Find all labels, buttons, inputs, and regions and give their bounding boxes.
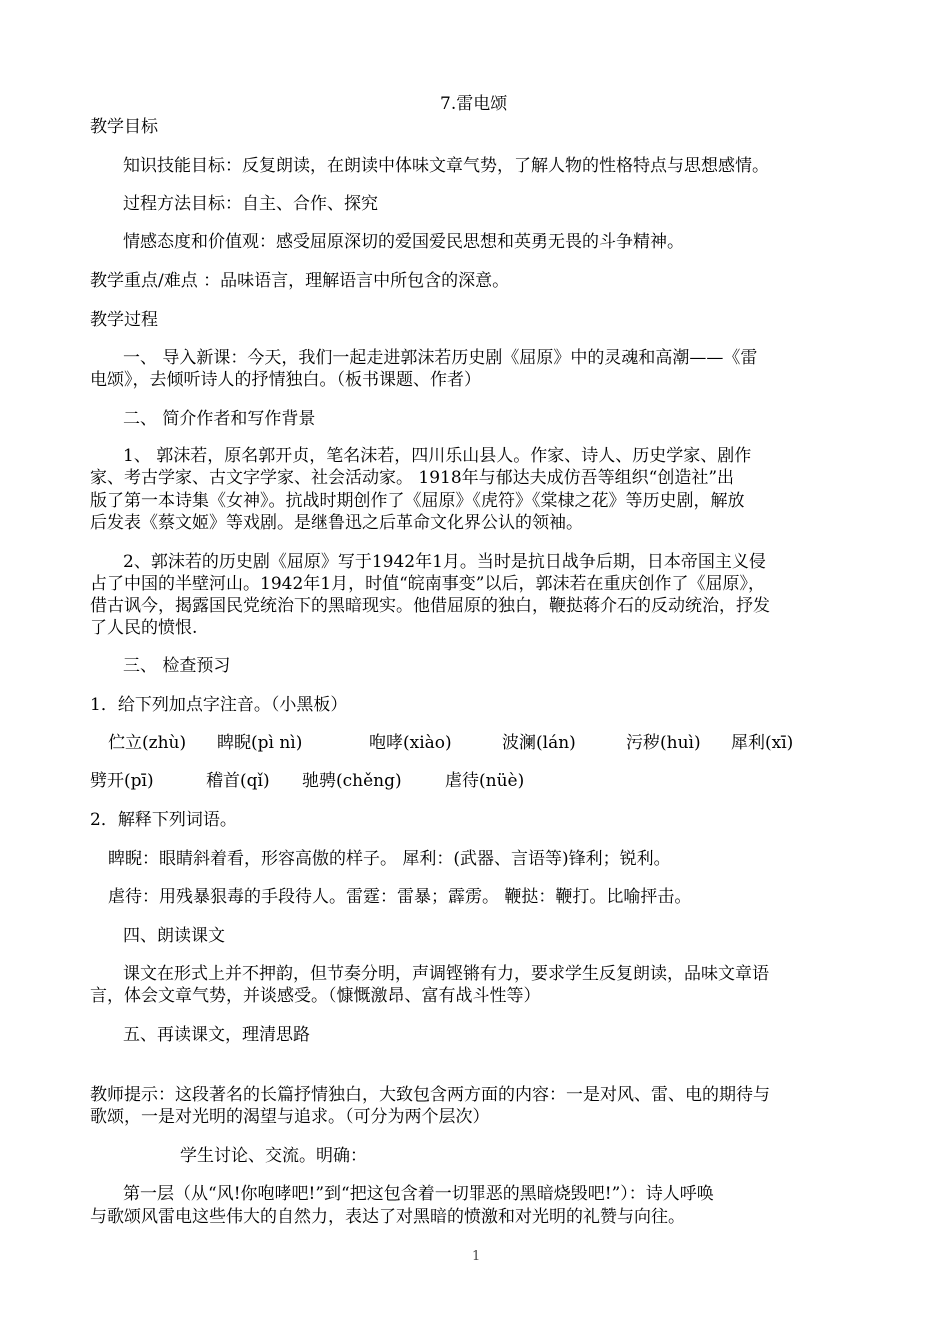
question-2: 2．解释下列词语。	[90, 810, 237, 830]
pinyin-item: 驰骋(chěng)	[302, 771, 402, 791]
layer1-line: 与歌颂风雷电这些伟大的自然力，表达了对黑暗的愤激和对光明的礼赞与向往。	[90, 1207, 685, 1227]
section5-heading: 五、再读课文，理清思路	[123, 1025, 310, 1045]
objective-knowledge: 知识技能目标：反复朗读，在朗读中体味文章气势，了解人物的性格特点与思想感情。	[123, 156, 769, 176]
pinyin-item: 睥睨(pì nì)	[217, 733, 303, 753]
section2-p2-line: 占了中国的半壁河山。1942年1月，时值“皖南事变”以后，郭沫若在重庆创作了《屈原》，	[90, 574, 765, 594]
section2-p1-line: 1、 郭沫若，原名郭开贞，笔名沫若，四川乐山县人。作家、诗人、历史学家、剧作	[123, 446, 752, 466]
pinyin-item: 咆哮(xiào)	[369, 733, 452, 753]
pinyin-item: 污秽(huì)	[626, 733, 701, 753]
definition-line: 虐待：用残暴狠毒的手段待人。雷霆：雷暴；霹雳。 鞭挞：鞭打。比喻抨击。	[108, 887, 692, 907]
pinyin-item: 虐待(nüè)	[445, 771, 525, 791]
section2-p1-line: 版了第一本诗集《女神》。抗战时期创作了《屈原》《虎符》《棠棣之花》等历史剧，解放	[90, 491, 745, 511]
pinyin-item: 波澜(lán)	[502, 733, 576, 753]
section4-line: 课文在形式上并不押韵，但节奏分明，声调铿锵有力，要求学生反复朗读，品味文章语	[123, 964, 769, 984]
document-title: 7.雷电颂	[440, 94, 508, 114]
section2-p2-line: 了人民的愤恨.	[90, 618, 198, 638]
pinyin-item: 劈开(pī)	[90, 771, 154, 791]
section2-p2-line: 2、郭沫若的历史剧《屈原》写于1942年1月。当时是抗日战争后期，日本帝国主义侵	[123, 552, 766, 572]
pinyin-item: 稽首(qǐ)	[206, 771, 270, 791]
key-points: 教学重点/难点 ：品味语言，理解语言中所包含的深意。	[90, 271, 510, 291]
page-number: 1	[472, 1249, 481, 1264]
section3-heading: 三、 检查预习	[123, 656, 231, 676]
objectives-heading: 教学目标	[90, 117, 158, 137]
section2-p1-line: 家、考古学家、古文字学家、社会活动家。 1918年与郁达夫成仿吾等组织“创造社”出	[90, 468, 735, 488]
definition-line: 睥睨：眼睛斜着看，形容高傲的样子。 犀利：(武器、言语等)锋利；锐利。	[108, 849, 671, 869]
pinyin-item: 犀利(xī)	[731, 733, 794, 753]
process-heading: 教学过程	[90, 310, 158, 330]
pinyin-row-2	[90, 771, 524, 791]
section2-p2-line: 借古讽今，揭露国民党统治下的黑暗现实。他借屈原的独白，鞭挞蒋介石的反动统治，抒发	[90, 596, 770, 616]
objective-process: 过程方法目标：自主、合作、探究	[123, 194, 378, 214]
section1-line: 电颂》，去倾听诗人的抒情独白。（板书课题、作者）	[90, 370, 481, 390]
pinyin-item: 伫立(zhù)	[108, 733, 187, 753]
teacher-hint-line: 歌颂，一是对光明的渴望与追求。（可分为两个层次）	[90, 1107, 490, 1127]
layer1-line: 第一层（从“风!你咆哮吧!”到“把这包含着一切罪恶的黑暗烧毁吧!”）：诗人呼唤	[123, 1184, 714, 1204]
section4-line: 言，体会文章气势，并谈感受。（慷慨激昂、富有战斗性等）	[90, 986, 541, 1006]
student-discussion: 学生讨论、交流。明确：	[180, 1146, 367, 1166]
section1-line: 一、 导入新课：今天，我们一起走进郭沫若历史剧《屈原》中的灵魂和高潮——《雷	[123, 348, 758, 368]
objective-emotion: 情感态度和价值观：感受屈原深切的爱国爱民思想和英勇无畏的斗争精神。	[123, 232, 684, 252]
pinyin-row-1	[108, 733, 793, 753]
teacher-hint-line: 教师提示：这段著名的长篇抒情独白，大致包含两方面的内容：一是对风、雷、电的期待与	[90, 1085, 770, 1105]
section2-p1-line: 后发表《蔡文姬》等戏剧。是继鲁迅之后革命文化界公认的领袖。	[90, 513, 583, 533]
section4-heading: 四、朗读课文	[123, 926, 225, 946]
question-1: 1．给下列加点字注音。（小黑板）	[90, 695, 348, 715]
section2-heading: 二、 简介作者和写作背景	[123, 409, 316, 429]
